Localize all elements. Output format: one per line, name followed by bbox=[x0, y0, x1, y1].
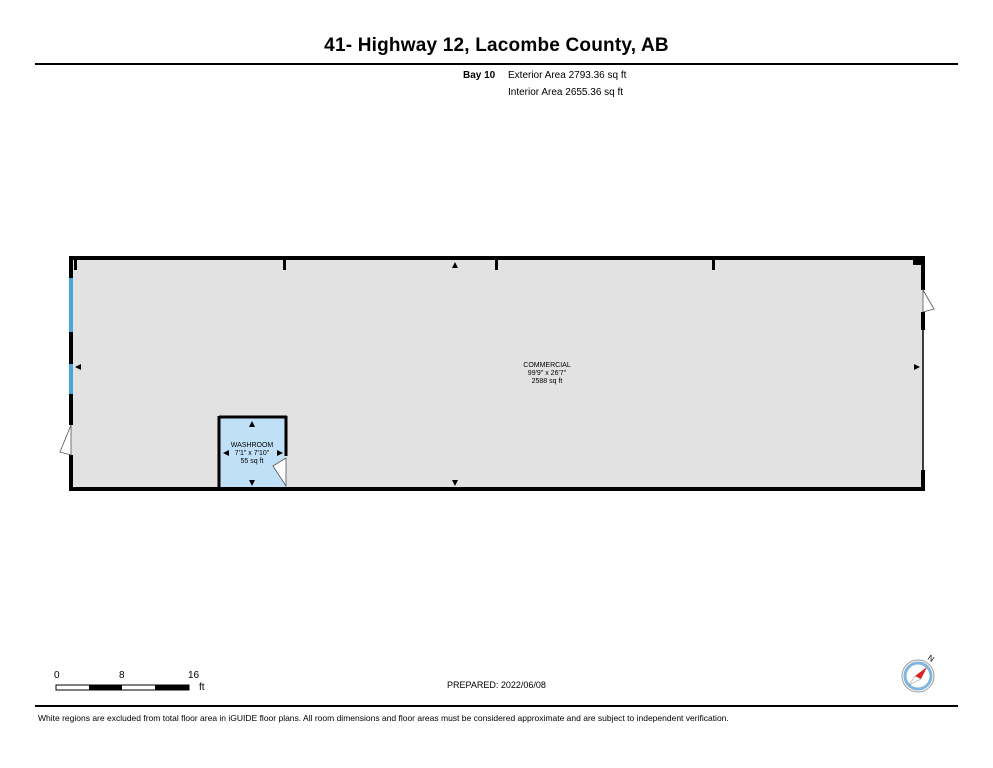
window-upper bbox=[69, 278, 73, 332]
washroom-name: WASHROOM bbox=[230, 442, 274, 449]
scale-unit: ft bbox=[199, 682, 205, 693]
door-right bbox=[923, 290, 934, 312]
commercial-name: COMMERCIAL bbox=[523, 362, 571, 369]
footer-disclaimer: White regions are excluded from total floor area in iGUIDE floor plans. All room dimensions and floor areas must be considered approximate and are subject to independent verification. bbox=[38, 713, 729, 723]
washroom-dimensions: 7'1" x 7'10" bbox=[234, 450, 270, 457]
window-lower bbox=[69, 364, 73, 394]
page-title: 41- Highway 12, Lacombe County, AB bbox=[324, 35, 669, 56]
compass-icon bbox=[902, 660, 934, 692]
commercial-label bbox=[487, 362, 607, 386]
scale-tick-0: 0 bbox=[54, 670, 60, 681]
scale-tick-8: 8 bbox=[119, 670, 125, 681]
door-left bbox=[60, 425, 71, 455]
compass-north-label: N bbox=[925, 653, 936, 664]
exterior-area: Exterior Area 2793.36 sq ft bbox=[508, 70, 627, 81]
interior-area: Interior Area 2655.36 sq ft bbox=[508, 87, 624, 98]
washroom-label bbox=[222, 442, 282, 466]
footer-divider bbox=[35, 705, 958, 707]
scale-bar bbox=[56, 685, 189, 690]
commercial-dimensions: 99'9" x 26'7" bbox=[527, 370, 567, 377]
prepared-date: PREPARED: 2022/06/08 bbox=[447, 680, 546, 690]
washroom-area: 55 sq ft bbox=[240, 458, 264, 465]
scale-tick-16: 16 bbox=[188, 670, 200, 681]
commercial-area: 2588 sq ft bbox=[531, 378, 563, 385]
bay-label: Bay 10 bbox=[463, 70, 496, 81]
